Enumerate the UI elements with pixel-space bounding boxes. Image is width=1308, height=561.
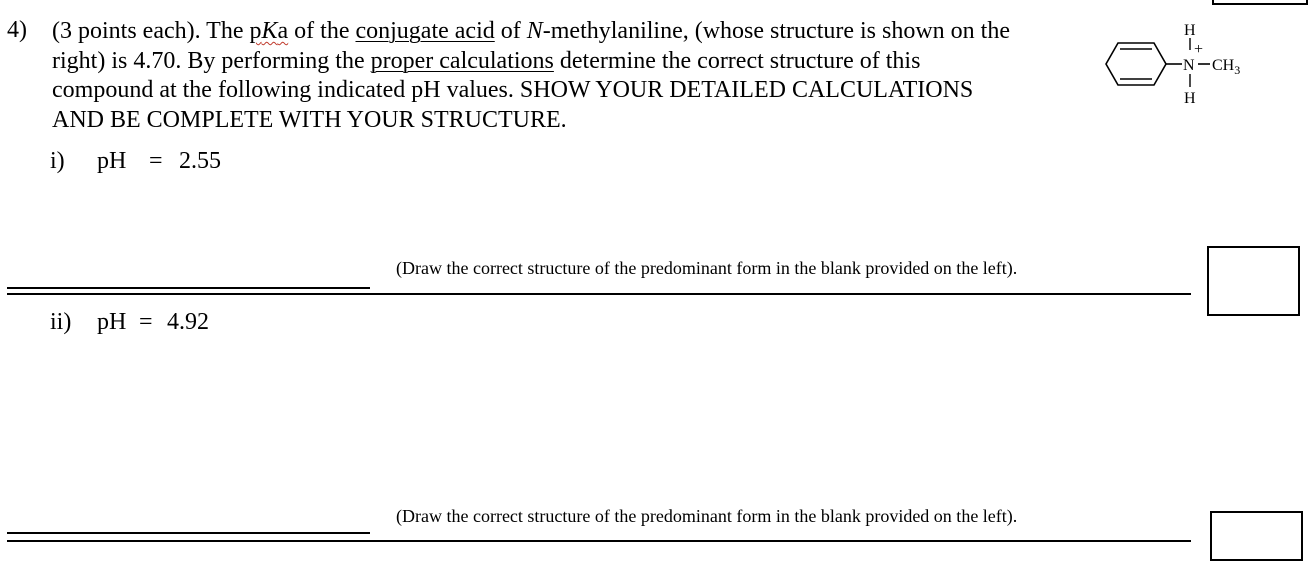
text-segment: right) is 4.70. By performing the xyxy=(52,47,371,74)
part-ii-instruction: (Draw the correct structure of the predominant form in the blank provided on the left). xyxy=(396,506,1018,526)
proper-calculations-term: proper calculations xyxy=(370,47,554,74)
question-line-3: compound at the following indicated pH values. SHOW YOUR DETAILED CALCULATIONS xyxy=(52,77,974,103)
part-i-equals: = xyxy=(149,148,163,174)
part-ii-score-box xyxy=(1210,511,1303,561)
n-methylanilinium-structure xyxy=(1098,16,1278,114)
h-top-label: H xyxy=(1184,22,1196,39)
part-ii-answer-line xyxy=(7,532,370,534)
question-line-1 xyxy=(52,17,1112,47)
compound-n-italic: N xyxy=(526,18,543,44)
part-i-score-box xyxy=(1207,246,1300,316)
pka-term: pKa xyxy=(249,18,289,44)
compound-name-rest: -methylaniline, (whose structure is shown on the xyxy=(542,18,1011,44)
text-segment: determine the correct structure of this xyxy=(553,47,921,74)
h-bottom-label: H xyxy=(1184,90,1196,107)
part-ii-ph-value: 4.92 xyxy=(167,309,209,335)
part-i-ph-value: 2.55 xyxy=(179,148,221,174)
part-i-ph-label: pH xyxy=(97,148,127,174)
question-text xyxy=(52,17,1112,135)
methyl-label: $CH_3$ xyxy=(1212,57,1241,77)
top-corner-box xyxy=(1212,0,1308,5)
part-ii-label: ii) xyxy=(50,309,72,335)
points-text: (3 points each). The xyxy=(52,18,250,44)
part-ii-equals: = xyxy=(139,309,153,335)
question-number: 4) xyxy=(7,17,27,43)
part-i-instruction: (Draw the correct structure of the predominant form in the blank provided on the left). xyxy=(396,258,1018,278)
nitrogen-label: N xyxy=(1183,57,1195,74)
text-segment: of the xyxy=(288,18,356,44)
part-i-label: i) xyxy=(50,148,65,174)
conjugate-acid-term: conjugate acid xyxy=(355,18,495,44)
part-i-divider xyxy=(7,293,1191,295)
text-segment: of xyxy=(494,18,527,44)
part-ii-ph-label: pH xyxy=(97,309,127,335)
plus-charge: + xyxy=(1194,41,1204,58)
question-line-4: AND BE COMPLETE WITH YOUR STRUCTURE. xyxy=(52,106,567,133)
question-line-2 xyxy=(52,47,1112,77)
part-i-answer-line xyxy=(7,287,370,289)
part-ii-divider xyxy=(7,540,1191,542)
